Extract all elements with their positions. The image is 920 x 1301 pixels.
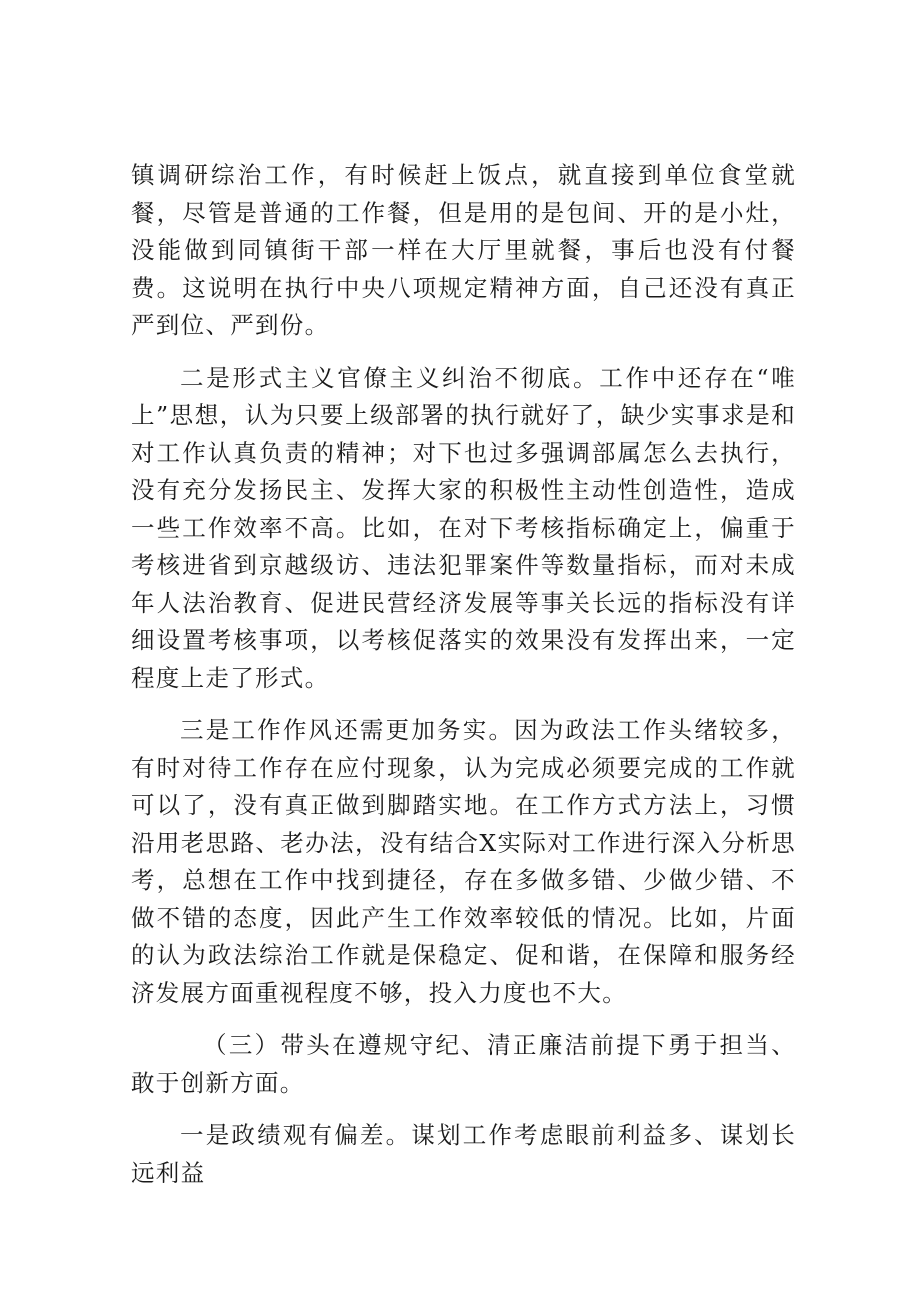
- paragraph-work-style: 三是工作作风还需更加务实。因为政法工作头绪较多，有时对待工作存在应付现象，认为完成必须要完成的工作就可以了，没有真正做到脚踏实地。在工作方式方法上，习惯沿用老思路、老办法，没有结合X实际对工作进行深入分析思考，总想在工作中找到捷径，存在多做多错、少做少错、不做不错的态度，因此产生工作效率较低的情况。比如，片面的认为政法综治工作就是保稳定、促和谐，在保障和服务经济发展方面重视程度不够，投入力度也不大。: [131, 716, 796, 1007]
- paragraph-formalism-bureaucratism: 二是形式主义官僚主义纠治不彻底。工作中还存在“唯上”思想，认为只要上级部署的执行就好了，缺少实事求是和对工作认真负责的精神；对下也过多强调部属怎么去执行，没有充分发扬民主、发挥大家的积极性主动性创造性，造成一些工作效率不高。比如，在对下考核指标确定上，偏重于考核进省到京越级访、违法犯罪案件等数量指标，而对未成年人法治教育、促进民营经济发展等事关长远的指标没有详细设置考核事项，以考核促落实的效果没有发挥出来，一定程度上走了形式。: [131, 363, 796, 692]
- paragraph-continuation: 镇调研综治工作，有时候赶上饭点，就直接到单位食堂就餐，尽管是普通的工作餐，但是用的是包间、开的是小灶，没能做到同镇街干部一样在大厅里就餐，事后也没有付餐费。这说明在执行中央八项规定精神方面，自己还没有真正严到位、严到份。: [131, 161, 796, 339]
- document-body: [131, 157, 796, 1207]
- section-heading-three: （三）带头在遵规守纪、清正廉洁前提下勇于担当、敢于创新方面。: [131, 1031, 796, 1097]
- paragraph-performance-view: 一是政绩观有偏差。谋划工作考虑眼前利益多、谋划长远利益: [131, 1121, 796, 1187]
